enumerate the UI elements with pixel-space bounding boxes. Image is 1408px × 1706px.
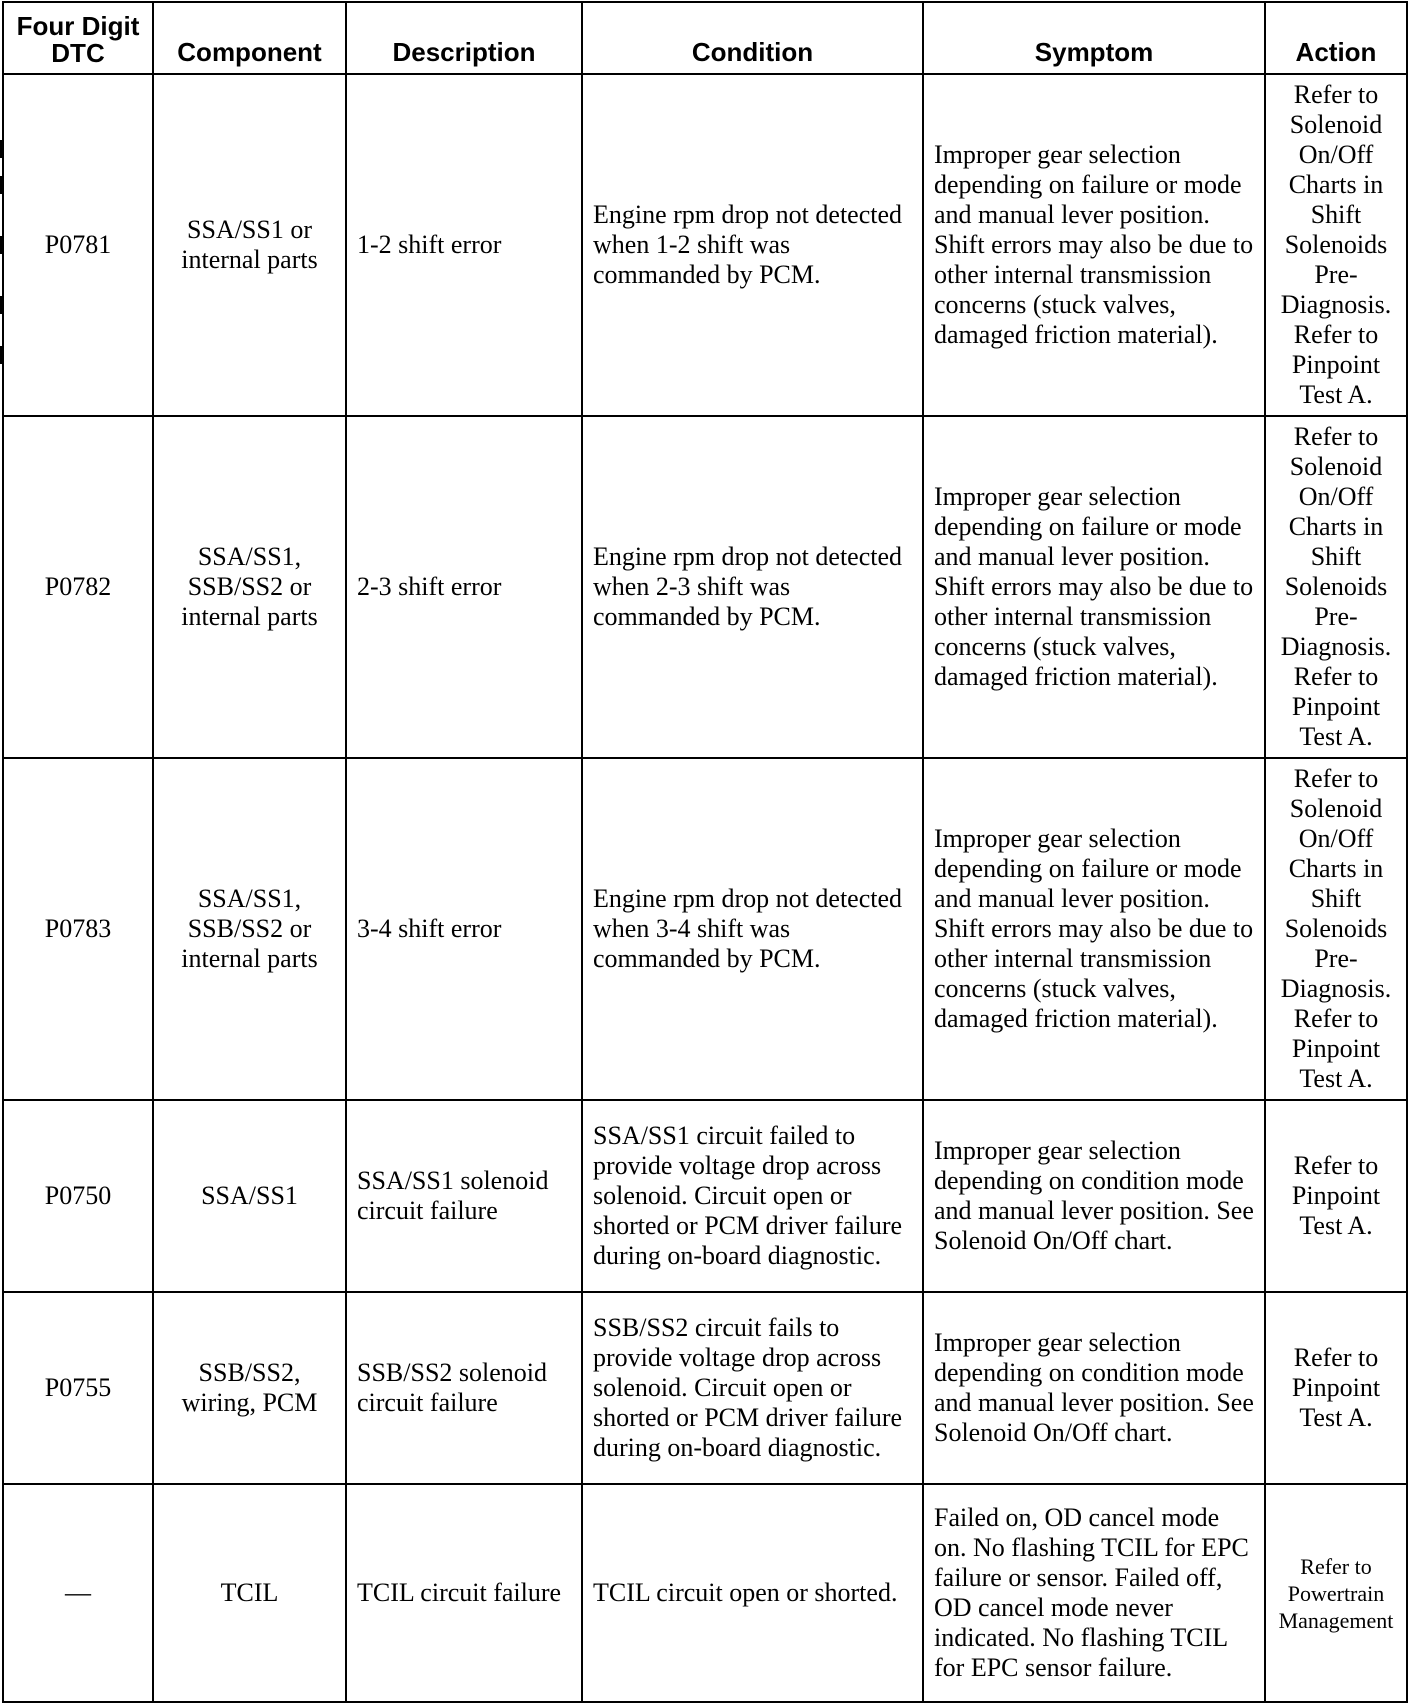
header-action: Action <box>1265 2 1407 74</box>
description-cell: SSA/SS1 solenoid circuit failure <box>346 1100 582 1292</box>
header-row <box>3 2 1407 74</box>
symptom-cell: Improper gear selection depending on failure or mode and manual lever position. Shift errors may also be due to other internal transmission concerns (stuck valves, damaged friction material). <box>923 416 1265 758</box>
symptom-cell: Improper gear selection depending on condition mode and manual lever position. See Solenoid On/Off chart. <box>923 1100 1265 1292</box>
action-cell: Refer to Pinpoint Test A. <box>1265 1292 1407 1484</box>
action-cell: Refer to Pinpoint Test A. <box>1265 1100 1407 1292</box>
description-cell: 1-2 shift error <box>346 74 582 416</box>
dtc-code: P0781 <box>3 74 153 416</box>
symptom-cell: Improper gear selection depending on failure or mode and manual lever position. Shift errors may also be due to other internal transmission concerns (stuck valves, damaged friction material). <box>923 758 1265 1100</box>
component-cell: SSA/SS1, SSB/SS2 or internal parts <box>153 416 346 758</box>
dtc-code: P0750 <box>3 1100 153 1292</box>
dtc-code: P0782 <box>3 416 153 758</box>
condition-cell: SSB/SS2 circuit fails to provide voltage drop across solenoid. Circuit open or shorted or PCM driver failure during on-board diagnostic. <box>582 1292 923 1484</box>
table-row <box>3 74 1407 416</box>
action-cell: Refer to Solenoid On/Off Charts in Shift Solenoids Pre-Diagnosis. Refer to Pinpoint Test A. <box>1265 74 1407 416</box>
condition-cell: Engine rpm drop not detected when 1-2 shift was commanded by PCM. <box>582 74 923 416</box>
condition-cell: TCIL circuit open or shorted. <box>582 1484 923 1702</box>
table-row <box>3 758 1407 1100</box>
table-row <box>3 416 1407 758</box>
dtc-code: — <box>3 1484 153 1702</box>
description-cell: 3-4 shift error <box>346 758 582 1100</box>
symptom-cell: Improper gear selection depending on failure or mode and manual lever position. Shift errors may also be due to other internal transmission concerns (stuck valves, damaged friction material). <box>923 74 1265 416</box>
action-cell: Refer to Solenoid On/Off Charts in Shift Solenoids Pre-Diagnosis. Refer to Pinpoint Test A. <box>1265 416 1407 758</box>
symptom-cell: Failed on, OD cancel mode on. No flashing TCIL for EPC failure or sensor. Failed off, OD cancel mode never indicated. No flashing TCIL for EPC sensor failure. <box>923 1484 1265 1702</box>
dtc-code: P0783 <box>3 758 153 1100</box>
header-dtc: Four Digit DTC <box>3 2 153 74</box>
component-cell: SSA/SS1, SSB/SS2 or internal parts <box>153 758 346 1100</box>
action-cell: Refer to Solenoid On/Off Charts in Shift Solenoids Pre-Diagnosis. Refer to Pinpoint Test A. <box>1265 758 1407 1100</box>
action-cell: Refer to Powertrain Management <box>1265 1484 1407 1702</box>
dtc-table <box>2 1 1408 1703</box>
description-cell: SSB/SS2 solenoid circuit failure <box>346 1292 582 1484</box>
table-row <box>3 1484 1407 1702</box>
component-cell: SSB/SS2, wiring, PCM <box>153 1292 346 1484</box>
description-cell: TCIL circuit failure <box>346 1484 582 1702</box>
dtc-code: P0755 <box>3 1292 153 1484</box>
component-cell: SSA/SS1 or internal parts <box>153 74 346 416</box>
condition-cell: SSA/SS1 circuit failed to provide voltage drop across solenoid. Circuit open or shorted or PCM driver failure during on-board diagnostic. <box>582 1100 923 1292</box>
header-component: Component <box>153 2 346 74</box>
header-symptom: Symptom <box>923 2 1265 74</box>
table-row <box>3 1292 1407 1484</box>
header-condition: Condition <box>582 2 923 74</box>
description-cell: 2-3 shift error <box>346 416 582 758</box>
component-cell: TCIL <box>153 1484 346 1702</box>
condition-cell: Engine rpm drop not detected when 2-3 shift was commanded by PCM. <box>582 416 923 758</box>
condition-cell: Engine rpm drop not detected when 3-4 shift was commanded by PCM. <box>582 758 923 1100</box>
header-description: Description <box>346 2 582 74</box>
table-row <box>3 1100 1407 1292</box>
component-cell: SSA/SS1 <box>153 1100 346 1292</box>
symptom-cell: Improper gear selection depending on condition mode and manual lever position. See Solenoid On/Off chart. <box>923 1292 1265 1484</box>
